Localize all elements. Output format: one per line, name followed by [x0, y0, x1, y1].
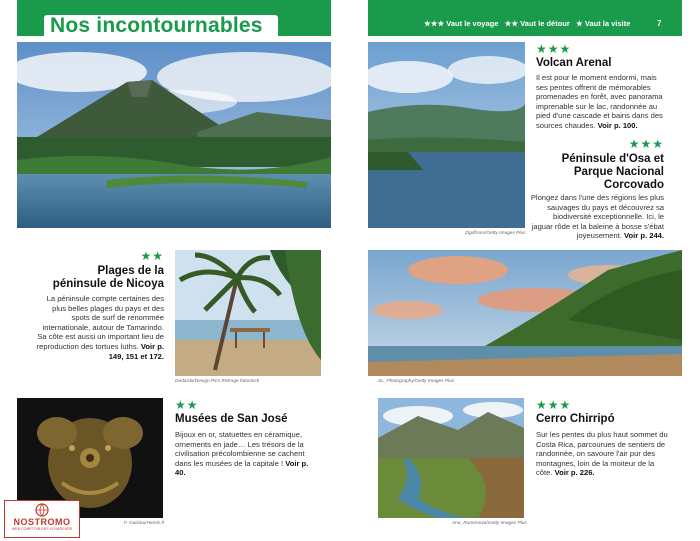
entry-title-sanjose: Musées de San José — [175, 413, 288, 425]
entry-body-osa: Plongez dans l'une des régions les plus sauvages du pays et découvrez sa biodiversité exceptionnelle. Ici, le jaguar rôde et la baleine à bosse s'ébat joyeusement. — [530, 193, 664, 241]
entry-text-osa — [530, 193, 664, 241]
entry-title-nicoya: Plages de la péninsule de Nicoya — [52, 265, 164, 290]
entry-body-chirripo: Sur les pentes du plus haut sommet du Costa Rica, parcourues de sentiers de randonnée, on savoure l'air pur des montagnes, loin de la moiteur de la côte. — [536, 430, 668, 478]
page-title: Nos incontournables — [50, 14, 263, 37]
entry-text-nicoya — [34, 294, 164, 361]
entry-ref-sanjose: Voir p. 40. — [175, 458, 309, 478]
arenal-photo — [17, 42, 331, 228]
entry-body-nicoya: La péninsule compte certaines des plus belles plages du pays et des spots de surf de renommée internationale, autour de Tamarindo. Sa côte est aussi un important lieu de reproduction des tortues luths. — [36, 294, 164, 351]
watermark-tagline: WEB COMPTOIR DES VOYAGEURS — [11, 527, 73, 531]
star-icon-group: ★★ — [504, 19, 519, 28]
stars-legend — [424, 19, 630, 28]
watermark-name: NOSTROMO — [13, 517, 71, 527]
osa-photo — [368, 42, 525, 228]
entry-ref-osa: Voir p. 244. — [624, 231, 664, 241]
nicoya-photo — [175, 250, 321, 376]
coast-photo — [368, 250, 682, 376]
page-number: 7 — [657, 19, 662, 28]
entry-title-arenal: Volcan Arenal — [536, 57, 612, 69]
rating-stars-arenal: ★★★ — [536, 42, 572, 56]
globe-icon — [5, 503, 79, 517]
entry-text-sanjose — [175, 430, 320, 478]
entry-title-chirripo: Cerro Chirripó — [536, 413, 615, 425]
osa-photo-credit: Zigdfrons/Getty Images Plus — [465, 231, 526, 236]
legend-2stars-label: Vaut le détour — [520, 19, 570, 28]
star-icon-group: ★ — [576, 19, 583, 28]
entry-title-osa: Péninsule d'Osa et Parque Nacional Corcovado — [561, 153, 664, 191]
nicoya-photo-credit: Dedarda/Design Pics RM/Age fotostock — [175, 379, 260, 384]
rating-stars-chirripo: ★★★ — [536, 398, 572, 412]
entry-ref-chirripo: Voir p. 226. — [554, 468, 595, 478]
legend-3stars-label: Vaut le voyage — [446, 19, 499, 28]
rating-stars-osa: ★★★ — [628, 137, 664, 151]
entry-body-arenal: Il est pour le moment endormi, mais ses pentes offrent de mémorables promenades en forêt, avec panorama imprenable sur le lac, randonnée au pied d'une cascade et bains dans des sources chaudes. — [536, 73, 663, 130]
rating-stars-sanjose: ★★ — [175, 398, 199, 412]
entry-text-chirripo — [536, 430, 668, 478]
entry-ref-nicoya: Voir p. 149, 151 et 172. — [108, 341, 164, 361]
header-banner-right — [368, 0, 682, 36]
entry-body-sanjose: Bijoux en or, statuettes en céramique, ornements en jade… Les trésors de la civilisation précolombienne se cachent dans les musées de la capitale ! — [175, 430, 305, 468]
legend-1star-label: Vaut la visite — [584, 19, 631, 28]
entry-text-arenal — [536, 73, 668, 131]
coast-photo-credit: SL_Photography/Getty Images Plus — [378, 379, 455, 384]
chirripo-photo-credit: Ana_Rumenova/Getty Images Plus — [452, 521, 527, 526]
star-icon-group: ★★★ — [424, 19, 445, 28]
museum-photo-credit: F. Guiziou/Hemis.fr — [124, 521, 165, 526]
rating-stars-nicoya: ★★ — [140, 249, 164, 263]
chirripo-photo — [378, 398, 524, 518]
watermark-logo — [4, 500, 80, 538]
entry-ref-arenal: Voir p. 100. — [597, 120, 638, 130]
